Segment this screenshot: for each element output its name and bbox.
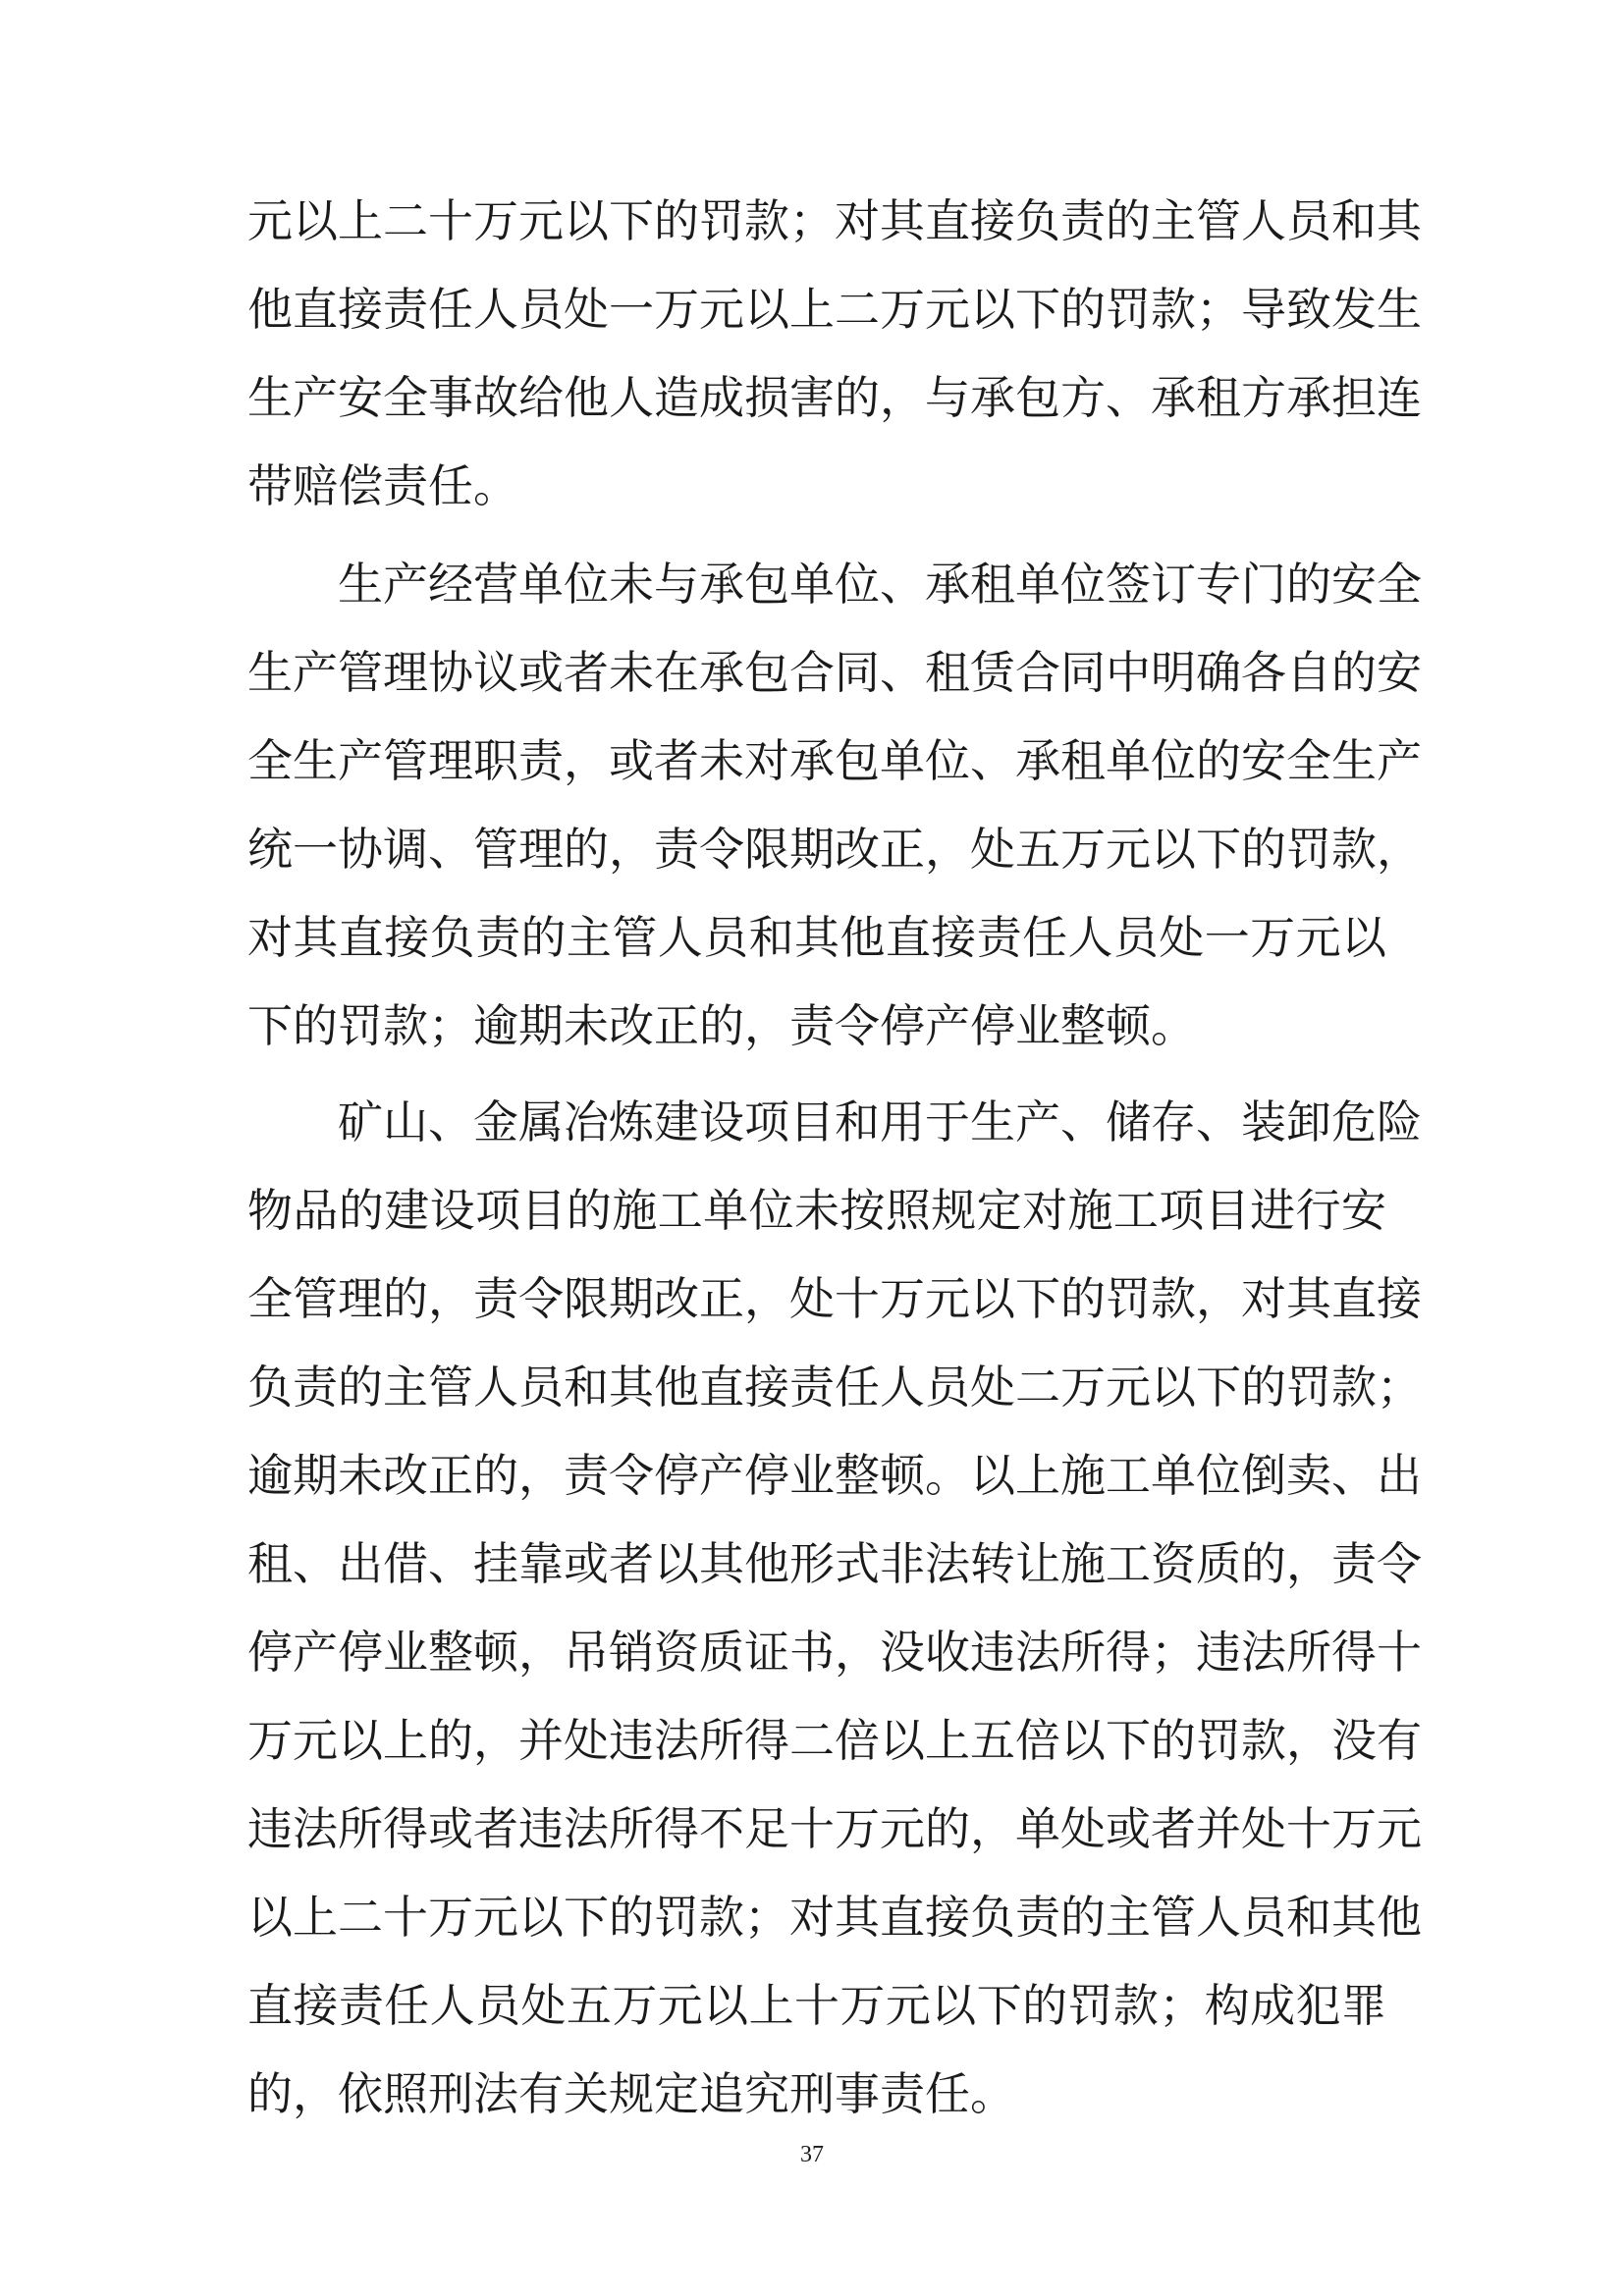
text-line: 以上二十万元以下的罚款；对其直接负责的主管人员和其他 (247, 1891, 1422, 1944)
text-line: 元以上二十万元以下的罚款；对其直接负责的主管人员和其 (247, 194, 1422, 247)
text-line: 带赔偿责任。 (247, 459, 518, 512)
text-line: 全生产管理职责，或者未对承包单位、承租单位的安全生产 (247, 734, 1422, 787)
paragraph-first-line: 生产经营单位未与承包单位、承租单位签订专门的安全 (338, 558, 1422, 611)
text-line: 他直接责任人员处一万元以上二万元以下的罚款；导致发生 (247, 283, 1422, 336)
paragraph-first-line: 矿山、金属冶炼建设项目和用于生产、储存、装卸危险 (338, 1095, 1422, 1148)
text-line: 下的罚款；逾期未改正的，责令停产停业整顿。 (247, 999, 1196, 1052)
text-line: 逾期未改正的，责令停产停业整顿。以上施工单位倒卖、出 (247, 1449, 1422, 1502)
text-line: 全管理的，责令限期改正，处十万元以下的罚款，对其直接 (247, 1272, 1422, 1325)
text-line: 生产安全事故给他人造成损害的，与承包方、承租方承担连 (247, 371, 1422, 424)
text-line: 统一协调、管理的，责令限期改正，处五万元以下的罚款， (247, 823, 1422, 876)
text-line: 生产管理协议或者未在承包合同、租赁合同中明确各自的安 (247, 646, 1422, 699)
text-line: 万元以上的，并处违法所得二倍以上五倍以下的罚款，没有 (247, 1714, 1422, 1767)
text-line: 直接责任人员处五万元以上十万元以下的罚款；构成犯罪 (247, 1979, 1386, 2032)
text-line: 负责的主管人员和其他直接责任人员处二万元以下的罚款； (247, 1361, 1422, 1414)
page-number: 37 (800, 2142, 824, 2167)
text-line: 的，依照刑法有关规定追究刑事责任。 (247, 2067, 1015, 2120)
text-line: 物品的建设项目的施工单位未按照规定对施工项目进行安 (247, 1184, 1386, 1237)
text-line: 租、出借、挂靠或者以其他形式非法转让施工资质的，责令 (247, 1537, 1422, 1590)
text-line: 对其直接负责的主管人员和其他直接责任人员处一万元以 (247, 911, 1386, 964)
text-line: 违法所得或者违法所得不足十万元的，单处或者并处十万元 (247, 1802, 1422, 1855)
text-line: 停产停业整顿，吊销资质证书，没收违法所得；违法所得十 (247, 1626, 1422, 1679)
